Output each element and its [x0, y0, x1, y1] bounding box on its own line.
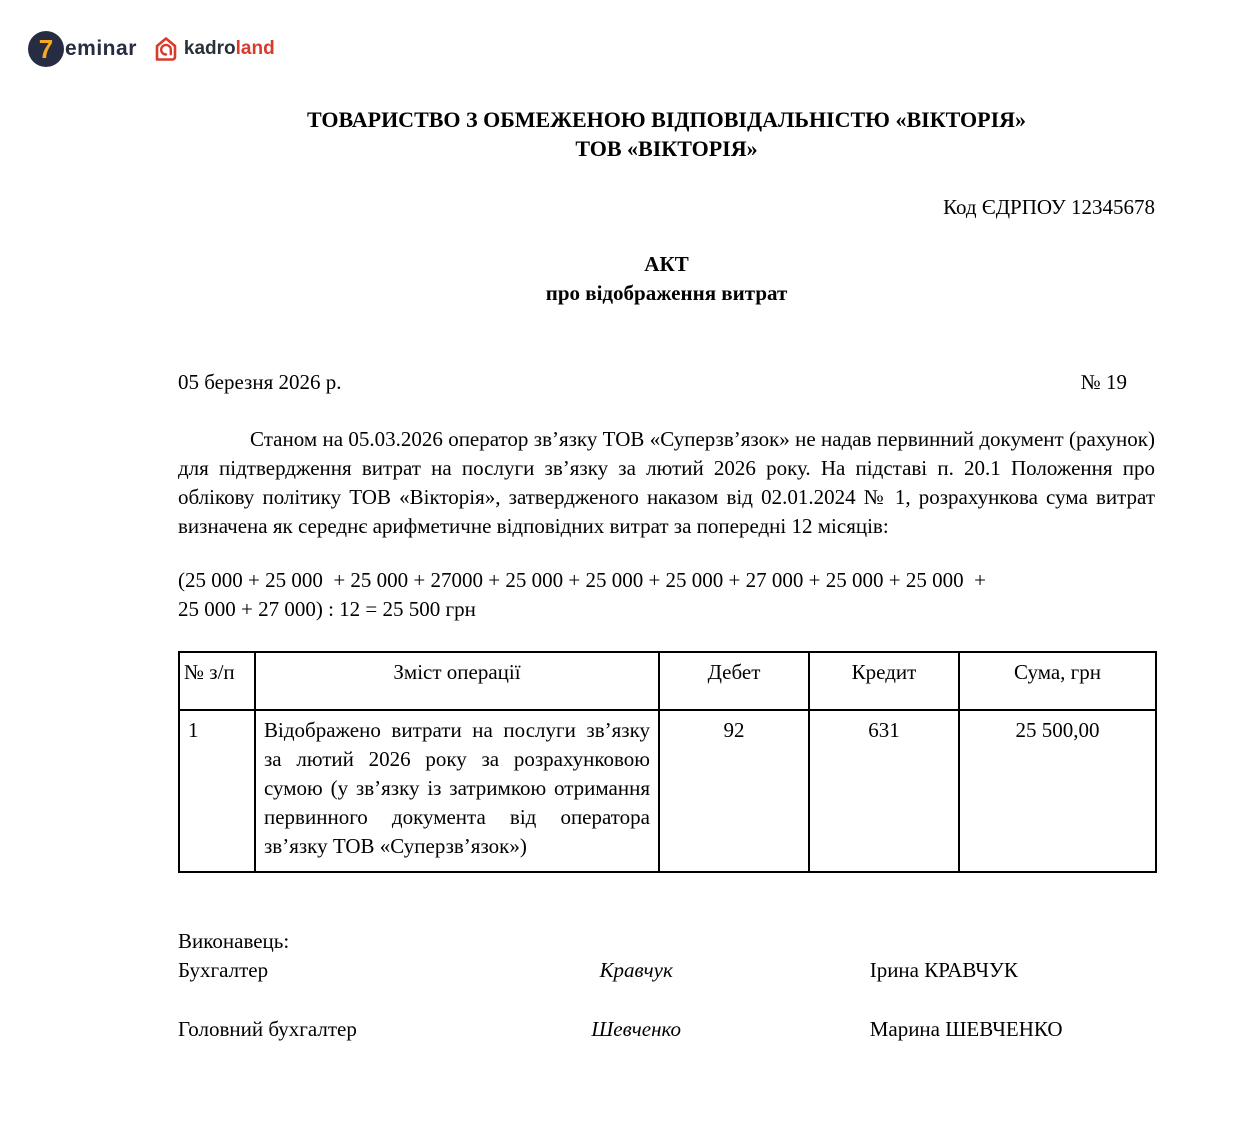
col-header-credit: Кредит: [809, 652, 959, 710]
company-name-short: ТОВ «ВІКТОРІЯ»: [575, 136, 758, 161]
doc-title: АКТ: [644, 252, 689, 276]
formula-line-2: 25 000 + 27 000) : 12 = 25 500 грн: [178, 597, 476, 621]
name-kravchuk: Ірина КРАВЧУК: [869, 958, 1018, 982]
cell-sum: 25 500,00: [959, 710, 1156, 872]
col-header-description: Зміст операції: [255, 652, 659, 710]
edrpou-code: Код ЄДРПОУ 12345678: [943, 195, 1155, 219]
seminar-logo-text: eminar: [65, 37, 137, 60]
col-header-sum: Сума, грн: [959, 652, 1156, 710]
meta-row: [178, 368, 1155, 397]
doc-number: № 19: [1080, 370, 1127, 394]
operations-table: [178, 651, 1157, 873]
seminar-logo: [28, 31, 137, 67]
signature-kravchuk: Кравчук: [599, 958, 673, 982]
cell-debit: 92: [659, 710, 809, 872]
document-content: [178, 105, 1155, 1044]
kadroland-logo: [153, 35, 275, 63]
name-shevchenko: Марина ШЕВЧЕНКО: [869, 1017, 1063, 1041]
main-paragraph: Станом на 05.03.2026 оператор зв’язку ТОВ «Суперзв’язок» не надав первинний документ (рахунок) для підтвердження витрат на послуги зв’язку за лютий 2026 року. На підставі п. 20.1 Положення про облікову політику ТОВ «Вікторія», затвердженого наказом від 02.01.2024 № 1, розрахункова сума витрат визначена як середнє арифметичне відповідних витрат за попередні 12 місяців:: [178, 427, 1155, 538]
col-header-num: № з/п: [179, 652, 255, 710]
role-chief-accountant: Головний бухгалтер: [178, 1017, 357, 1041]
table-row: [179, 710, 1156, 872]
doc-subtitle: про відображення витрат: [545, 281, 788, 305]
company-name-full: ТОВАРИСТВО З ОБМЕЖЕНОЮ ВІДПОВІДАЛЬНІСТЮ «ВІКТОРІЯ»: [306, 107, 1027, 132]
kadroland-logo-text: [184, 38, 275, 60]
kadroland-text-red: land: [235, 38, 275, 59]
formula-line-1: (25 000 + 25 000 + 25 000 + 27000 + 25 000 + 25 000 + 25 000 + 27 000 + 25 000 + 25 000 +: [178, 568, 986, 592]
table-header-row: [179, 652, 1156, 710]
signature-shevchenko: Шевченко: [591, 1017, 682, 1041]
role-accountant: Бухгалтер: [178, 958, 269, 982]
calculation-formula: [178, 566, 1155, 624]
doc-date: 05 березня 2026 р.: [178, 370, 342, 394]
letterhead-logos: [28, 31, 275, 67]
signature-row-accountant: [178, 956, 1155, 985]
cell-operation-description: Відображено витрати на послуги зв’язку за лютий 2026 року за розрахунковою сумою (у зв’язку із затримкою отримання первинного документа від оператора зв’язку ТОВ «Суперзв’язок»): [255, 710, 659, 872]
signature-row-chief-accountant: [178, 1015, 1155, 1044]
col-header-debit: Дебет: [659, 652, 809, 710]
kadroland-house-icon: [153, 35, 179, 63]
kadroland-text-dark: kadro: [183, 38, 236, 59]
cell-credit: 631: [809, 710, 959, 872]
seminar-circle-icon: 7: [28, 31, 64, 67]
cell-row-number: 1: [179, 710, 255, 872]
signature-block: [178, 927, 1155, 1044]
executor-label: Виконавець:: [178, 929, 290, 953]
